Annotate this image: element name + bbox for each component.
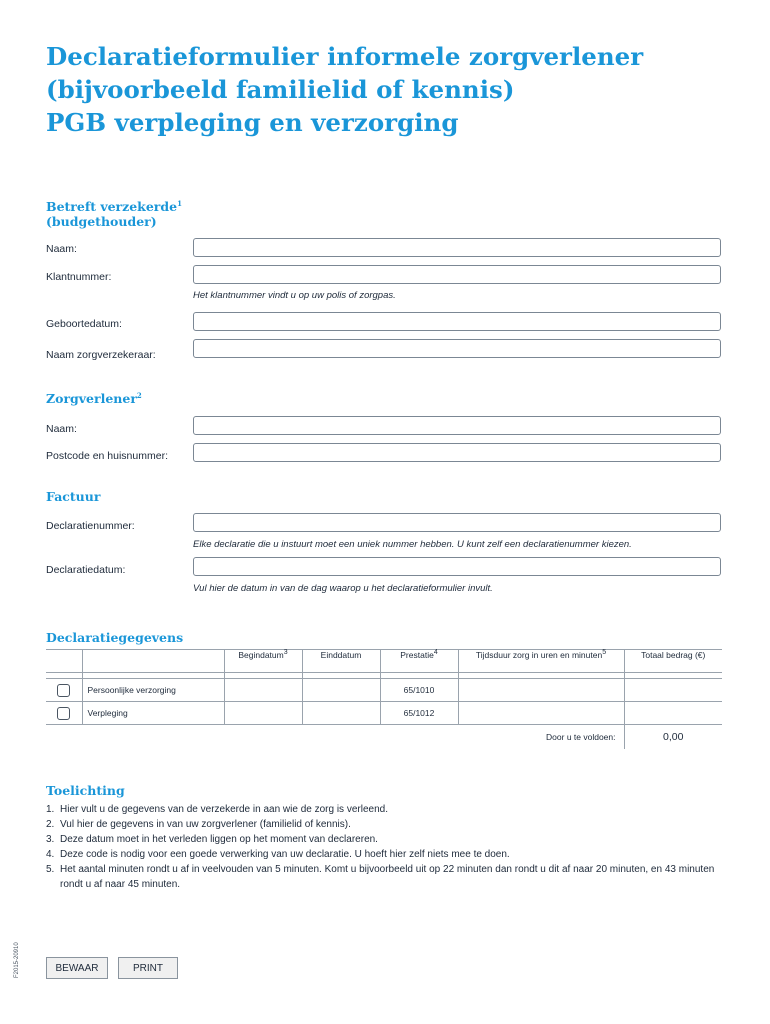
footnote-ref-1: 1: [177, 198, 182, 208]
list-item: 2. Vul hier de gegevens in van uw zorgverlener (familielid of kennis).: [46, 819, 351, 830]
col-einddatum: Einddatum: [302, 650, 380, 673]
title-line-2: (bijvoorbeeld familielid of kennis): [46, 75, 515, 104]
table-row: [46, 679, 722, 702]
checkbox-verpleging[interactable]: [57, 707, 70, 720]
zorgverlener-naam-field[interactable]: [193, 416, 721, 435]
declaratienummer-field[interactable]: [193, 513, 721, 532]
declaratienummer-label: Declaratienummer:: [46, 520, 135, 532]
klantnummer-label: Klantnummer:: [46, 271, 112, 283]
declaratiedatum-field[interactable]: [193, 557, 721, 576]
table-row: [46, 702, 722, 725]
verzekerde-naam-field[interactable]: [193, 238, 721, 257]
row-prestatie: 65/1010: [380, 679, 458, 702]
declaratiedatum-label: Declaratiedatum:: [46, 564, 126, 576]
row-einddatum-cell[interactable]: [302, 702, 380, 725]
geboortedatum-label: Geboortedatum:: [46, 318, 122, 330]
title-line-1: Declaratieformulier informele zorgverlener: [46, 42, 644, 71]
list-item: 5. Het aantal minuten rondt u af in veelvouden van 5 minuten. Komt u bijvoorbeeld uit op 22 minuten dan rondt u dit af naar 20 minuten, en 43 minuten rondt u af naar 45 minuten.: [46, 864, 715, 890]
row-einddatum-cell[interactable]: [302, 679, 380, 702]
zorgverlener-naam-label: Naam:: [46, 423, 77, 435]
list-item: 4. Deze code is nodig voor een goede verwerking van uw declaratie. U hoeft hier zelf niets mee te doen.: [46, 849, 510, 860]
row-begindatum-cell[interactable]: [224, 679, 302, 702]
col-tijdsduur: Tijdsduur zorg in uren en minuten$^5$: [458, 650, 624, 673]
checkbox-persoonlijke-verzorging[interactable]: [57, 684, 70, 697]
zorgverzekeraar-label: Naam zorgverzekeraar:: [46, 349, 156, 361]
section-factuur-heading: Factuur: [46, 489, 101, 504]
row-prestatie: 65/1012: [380, 702, 458, 725]
section-zorgverlener-heading: Zorgverlener$^2$: [46, 390, 142, 406]
list-item: 3. Deze datum moet in het verleden liggen op het moment van declareren.: [46, 834, 378, 845]
row-label: Persoonlijke verzorging: [82, 679, 224, 702]
row-label: Verpleging: [82, 702, 224, 725]
form-code: F2015-20910: [14, 942, 20, 978]
declaratie-table: [46, 649, 722, 749]
print-button[interactable]: PRINT: [118, 957, 178, 979]
section-declaratiegegevens-heading: Declaratiegegevens: [46, 630, 184, 645]
row-totaal-cell[interactable]: [624, 679, 722, 702]
footnote-ref-2: 2: [136, 390, 142, 400]
geboortedatum-field[interactable]: [193, 312, 721, 331]
declaratiedatum-hint: Vul hier de datum in van de dag waarop u het declaratieformulier invult.: [193, 583, 493, 594]
klantnummer-field[interactable]: [193, 265, 721, 284]
row-tijdsduur-cell[interactable]: [458, 679, 624, 702]
toelichting-list: [46, 802, 716, 892]
declaratienummer-hint: Elke declaratie die u instuurt moet een uniek nummer hebben. U kunt zelf een declaratienummer kiezen.: [193, 539, 632, 550]
klantnummer-hint: Het klantnummer vindt u op uw polis of zorgpas.: [193, 290, 396, 301]
total-value: 0,00: [624, 725, 722, 750]
row-begindatum-cell[interactable]: [224, 702, 302, 725]
verzekerde-naam-label: Naam:: [46, 243, 77, 255]
zorgverzekeraar-field[interactable]: [193, 339, 721, 358]
col-prestatie: Prestatie$^4$: [380, 650, 458, 673]
postcode-label: Postcode en huisnummer:: [46, 450, 168, 462]
row-totaal-cell[interactable]: [624, 702, 722, 725]
col-begindatum: Begindatum$^3$: [224, 650, 302, 673]
section-toelichting-heading: Toelichting: [46, 783, 125, 798]
section-verzekerde-heading: Betreft verzekerde$^1$ (budgethouder): [46, 198, 182, 229]
save-button[interactable]: BEWAAR: [46, 957, 108, 979]
list-item: 1. Hier vult u de gegevens van de verzekerde in aan wie de zorg is verleend.: [46, 804, 388, 815]
col-totaal: Totaal bedrag (€): [624, 650, 722, 673]
total-label: Door u te voldoen:: [46, 725, 624, 750]
page-title: [46, 40, 643, 139]
title-line-3: PGB verpleging en verzorging: [46, 108, 459, 137]
row-tijdsduur-cell[interactable]: [458, 702, 624, 725]
postcode-field[interactable]: [193, 443, 721, 462]
